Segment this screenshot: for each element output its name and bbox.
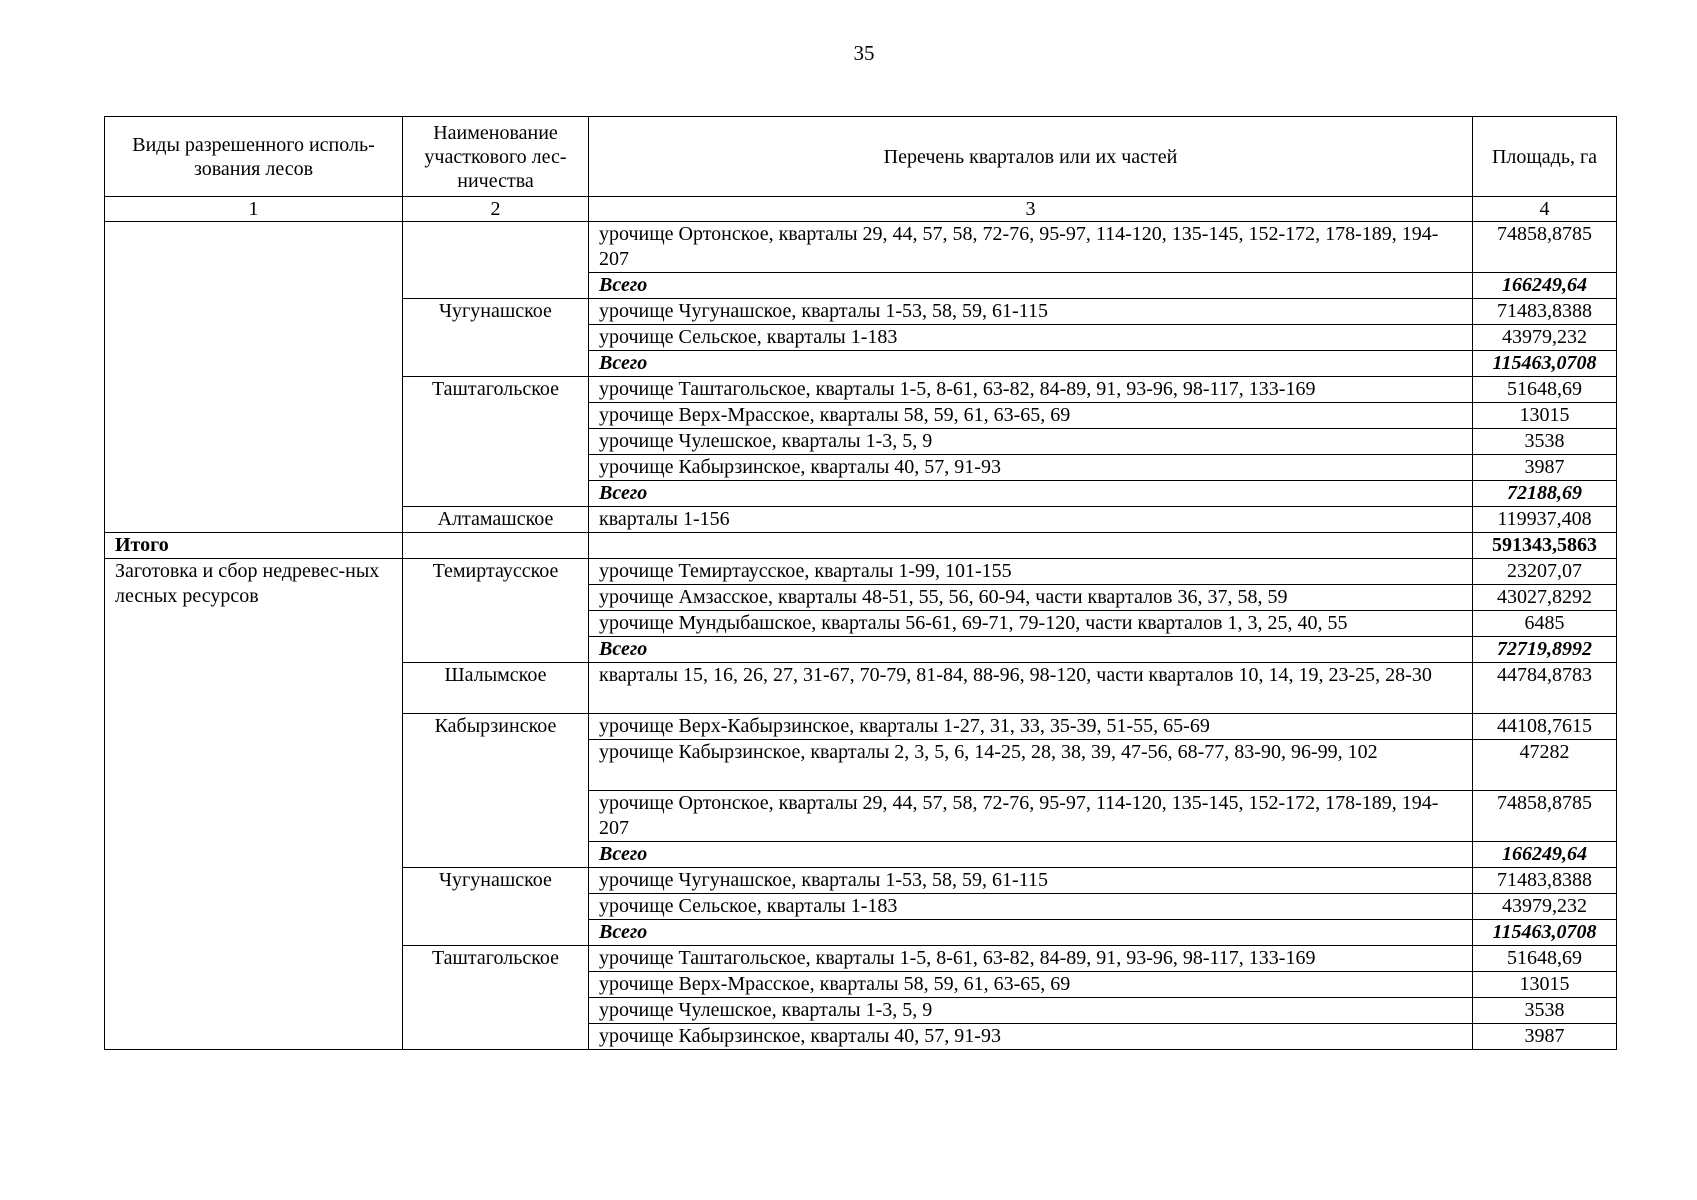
- column-number: 4: [1473, 197, 1617, 222]
- empty-cell: [589, 533, 1473, 559]
- quarters-cell: урочище Сельское, кварталы 1-183: [589, 894, 1473, 920]
- area-cell: 23207,07: [1473, 559, 1617, 585]
- area-cell: 13015: [1473, 403, 1617, 429]
- area-cell: 71483,8388: [1473, 299, 1617, 325]
- subtotal-label: Всего: [589, 842, 1473, 868]
- area-cell: 43979,232: [1473, 325, 1617, 351]
- forestry-cell: Таштагольское: [403, 377, 589, 507]
- quarters-cell: урочище Кабырзинское, кварталы 40, 57, 91-93: [589, 1024, 1473, 1050]
- area-cell: 51648,69: [1473, 946, 1617, 972]
- forestry-cell: [403, 222, 589, 299]
- quarters-cell: урочище Чулешское, кварталы 1-3, 5, 9: [589, 429, 1473, 455]
- grand-total-row: [105, 533, 1617, 559]
- table-row: [105, 559, 1617, 585]
- area-cell: 6485: [1473, 611, 1617, 637]
- area-cell: 3987: [1473, 1024, 1617, 1050]
- area-cell: 51648,69: [1473, 377, 1617, 403]
- quarters-cell: урочище Мундыбашское, кварталы 56-61, 69-71, 79-120, части кварталов 1, 3, 25, 40, 55: [589, 611, 1473, 637]
- area-cell: 71483,8388: [1473, 868, 1617, 894]
- subtotal-label: Всего: [589, 481, 1473, 507]
- quarters-cell: урочище Ортонское, кварталы 29, 44, 57, 58, 72-76, 95-97, 114-120, 135-145, 152-172, 178-189, 194-207: [589, 222, 1473, 273]
- header-forestry: Наименование участкового лес-ничества: [403, 117, 589, 197]
- subtotal-value: 166249,64: [1473, 273, 1617, 299]
- empty-cell: [403, 533, 589, 559]
- area-cell: 43979,232: [1473, 894, 1617, 920]
- forestry-cell: Алтамашское: [403, 507, 589, 533]
- quarters-cell: урочище Ортонское, кварталы 29, 44, 57, 58, 72-76, 95-97, 114-120, 135-145, 152-172, 178-189, 194-207: [589, 791, 1473, 842]
- forestry-cell: Шалымское: [403, 663, 589, 714]
- grand-total-label: Итого: [105, 533, 403, 559]
- quarters-cell: урочище Верх-Мрасское, кварталы 58, 59, 61, 63-65, 69: [589, 403, 1473, 429]
- forestry-cell: Таштагольское: [403, 946, 589, 1050]
- forestry-cell: Темиртаусское: [403, 559, 589, 663]
- page-number: 35: [853, 41, 875, 65]
- quarters-cell: урочище Чугунашское, кварталы 1-53, 58, 59, 61-115: [589, 299, 1473, 325]
- subtotal-value: 72719,8992: [1473, 637, 1617, 663]
- subtotal-value: 166249,64: [1473, 842, 1617, 868]
- quarters-cell: урочище Амзасское, кварталы 48-51, 55, 56, 60-94, части кварталов 36, 37, 58, 59: [589, 585, 1473, 611]
- column-number: 3: [589, 197, 1473, 222]
- area-cell: 119937,408: [1473, 507, 1617, 533]
- subtotal-label: Всего: [589, 351, 1473, 377]
- grand-total-value: 591343,5863: [1473, 533, 1617, 559]
- subtotal-value: 72188,69: [1473, 481, 1617, 507]
- quarters-cell: урочище Верх-Кабырзинское, кварталы 1-27, 31, 33, 35-39, 51-55, 65-69: [589, 714, 1473, 740]
- quarters-cell: урочище Таштагольское, кварталы 1-5, 8-61, 63-82, 84-89, 91, 93-96, 98-117, 133-169: [589, 946, 1473, 972]
- column-number: 2: [403, 197, 589, 222]
- quarters-cell: кварталы 1-156: [589, 507, 1473, 533]
- area-cell: 3538: [1473, 429, 1617, 455]
- quarters-cell: урочище Верх-Мрасское, кварталы 58, 59, 61, 63-65, 69: [589, 972, 1473, 998]
- area-cell: 44784,8783: [1473, 663, 1617, 714]
- header-quarters: Перечень кварталов или их частей: [589, 117, 1473, 197]
- subtotal-value: 115463,0708: [1473, 920, 1617, 946]
- quarters-cell: урочище Сельское, кварталы 1-183: [589, 325, 1473, 351]
- subtotal-label: Всего: [589, 637, 1473, 663]
- subtotal-label: Всего: [589, 273, 1473, 299]
- area-cell: 43027,8292: [1473, 585, 1617, 611]
- forestry-cell: Кабырзинское: [403, 714, 589, 868]
- quarters-cell: урочище Таштагольское, кварталы 1-5, 8-61, 63-82, 84-89, 91, 93-96, 98-117, 133-169: [589, 377, 1473, 403]
- quarters-cell: урочище Чулешское, кварталы 1-3, 5, 9: [589, 998, 1473, 1024]
- table-header-row: [105, 117, 1617, 197]
- area-cell: 3538: [1473, 998, 1617, 1024]
- area-cell: 47282: [1473, 740, 1617, 791]
- quarters-cell: урочище Кабырзинское, кварталы 40, 57, 91-93: [589, 455, 1473, 481]
- area-cell: 74858,8785: [1473, 791, 1617, 842]
- column-number: 1: [105, 197, 403, 222]
- quarters-cell: урочище Кабырзинское, кварталы 2, 3, 5, 6, 14-25, 28, 38, 39, 47-56, 68-77, 83-90, 96-99, 102: [589, 740, 1473, 791]
- forestry-cell: Чугунашское: [403, 868, 589, 946]
- area-cell: 74858,8785: [1473, 222, 1617, 273]
- area-cell: 13015: [1473, 972, 1617, 998]
- table-row: [105, 222, 1617, 273]
- forest-use-table: [104, 116, 1617, 1050]
- subtotal-value: 115463,0708: [1473, 351, 1617, 377]
- forestry-cell: Чугунашское: [403, 299, 589, 377]
- column-number-row: [105, 197, 1617, 222]
- header-use-type: Виды разрешенного исполь-зования лесов: [105, 117, 403, 197]
- subtotal-label: Всего: [589, 920, 1473, 946]
- area-cell: 44108,7615: [1473, 714, 1617, 740]
- use-type-cell: Заготовка и сбор недревес-ных лесных ресурсов: [105, 559, 403, 1050]
- area-cell: 3987: [1473, 455, 1617, 481]
- use-type-cell: [105, 222, 403, 533]
- quarters-cell: урочище Чугунашское, кварталы 1-53, 58, 59, 61-115: [589, 868, 1473, 894]
- quarters-cell: урочище Темиртаусское, кварталы 1-99, 101-155: [589, 559, 1473, 585]
- header-area: Площадь, га: [1473, 117, 1617, 197]
- quarters-cell: кварталы 15, 16, 26, 27, 31-67, 70-79, 81-84, 88-96, 98-120, части кварталов 10, 14, 19, 23-25, 28-30: [589, 663, 1473, 714]
